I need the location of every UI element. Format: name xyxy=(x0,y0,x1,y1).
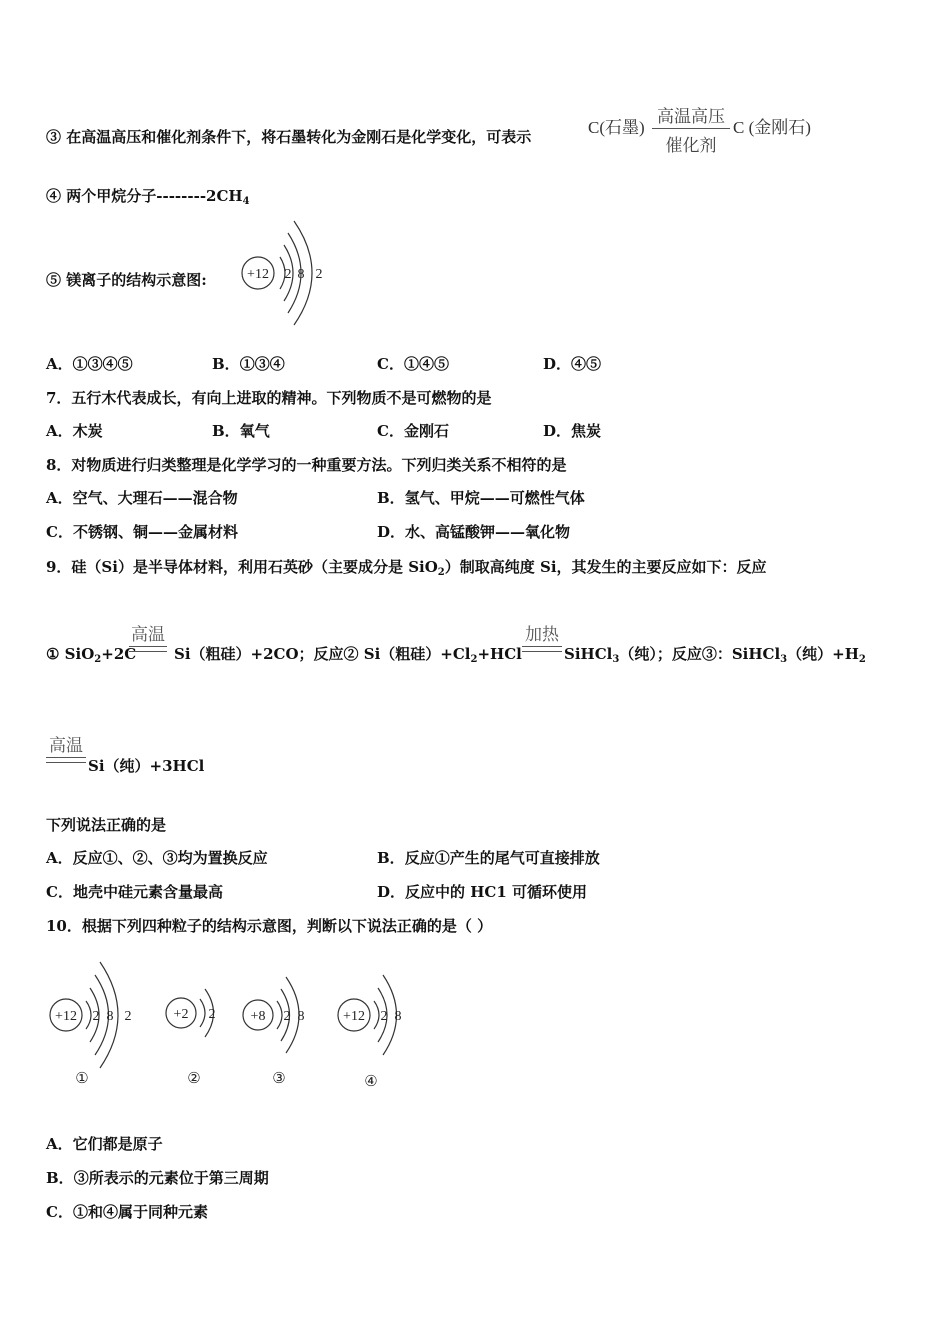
reaction-sub: 2 xyxy=(470,654,478,665)
reaction-sub: 2 xyxy=(858,654,866,665)
diagram-4-shell-1: 2 xyxy=(380,1009,388,1024)
q9-option-b[interactable] xyxy=(377,848,600,868)
option-text: 焦炭 xyxy=(571,422,602,440)
option-text: 它们都是原子 xyxy=(72,1135,163,1153)
q10-option-b[interactable] xyxy=(46,1168,269,1188)
diagram-4-nucleus: +12 xyxy=(343,1009,365,1024)
equals-lines xyxy=(46,757,86,763)
q7-option-d[interactable] xyxy=(543,421,601,441)
item-4-sub: 4 xyxy=(242,196,250,207)
option-key: B． xyxy=(212,355,240,373)
q6-option-d[interactable] xyxy=(543,354,601,374)
shell-1: 2 xyxy=(284,267,292,282)
reaction-2 xyxy=(564,644,866,664)
option-text: ③所表示的元素位于第三周期 xyxy=(73,1169,269,1187)
diagram-1-nucleus: +12 xyxy=(55,1009,77,1024)
q8-option-c[interactable] xyxy=(46,522,238,542)
reaction-part: ① SiO xyxy=(46,645,95,663)
option-text: 反应①产生的尾气可直接排放 xyxy=(404,849,600,867)
option-text: 水、高锰酸钾——氧化物 xyxy=(405,523,571,541)
diagram-4 xyxy=(338,975,402,1090)
diagram-1 xyxy=(50,962,132,1087)
option-text: 反应①、②、③均为置换反应 xyxy=(72,849,268,867)
diagram-3-shell-2: 8 xyxy=(297,1009,305,1024)
option-key: D． xyxy=(377,523,406,541)
option-text: 地壳中硅元素含量最高 xyxy=(72,883,223,901)
q9-option-d[interactable] xyxy=(377,882,587,902)
diagram-1-shell-1: 2 xyxy=(92,1009,100,1024)
condition-text: 加热 xyxy=(525,625,559,644)
option-text: ①③④⑤ xyxy=(72,355,133,373)
diagram-3 xyxy=(243,977,305,1087)
reaction-1-mid xyxy=(174,644,522,664)
item-3 xyxy=(46,127,531,147)
reaction-part: +HCl xyxy=(477,645,522,663)
q9-stem-sub: 2 xyxy=(437,567,445,578)
reaction-part: Si（粗硅）+2CO；反应② Si（粗硅）+Cl xyxy=(174,645,471,663)
option-text: ①④⑤ xyxy=(403,355,449,373)
q7-option-a[interactable] xyxy=(46,421,103,441)
q9-option-a[interactable] xyxy=(46,848,268,868)
option-key: D． xyxy=(543,422,572,440)
option-key: C． xyxy=(46,1203,73,1221)
option-key: C． xyxy=(46,883,73,901)
magnesium-ion-diagram xyxy=(236,215,336,330)
option-text: ①和④属于同种元素 xyxy=(72,1203,208,1221)
item-5-text: 镁离子的结构示意图: xyxy=(66,271,207,289)
option-text: 氢气、甲烷——可燃性气体 xyxy=(404,489,585,507)
option-text: 金刚石 xyxy=(403,422,449,440)
option-key: C． xyxy=(377,422,404,440)
reaction-1-left xyxy=(46,644,136,664)
item-3-text: 在高温高压和催化剂条件下，将石墨转化为金刚石是化学变化，可表示 xyxy=(66,128,532,146)
option-key: A． xyxy=(46,849,73,867)
reaction-sub: 2 xyxy=(94,654,102,665)
condition-top: 高温高压 xyxy=(652,102,730,129)
diagram-1-shell-2: 8 xyxy=(106,1009,114,1024)
q8-option-d[interactable] xyxy=(377,522,570,542)
q6-option-b[interactable] xyxy=(212,354,285,374)
q7-option-b[interactable] xyxy=(212,421,270,441)
reaction-sub: 3 xyxy=(612,654,620,665)
option-key: A． xyxy=(46,355,73,373)
condition-bottom: 催化剂 xyxy=(665,136,717,155)
q6-option-a[interactable] xyxy=(46,354,133,374)
reaction-part: SiHCl xyxy=(564,645,613,663)
option-key: D． xyxy=(377,883,406,901)
item-3-marker: ③ xyxy=(46,128,62,146)
option-text: 空气、大理石——混合物 xyxy=(72,489,238,507)
diagram-3-shell-1: 2 xyxy=(283,1009,291,1024)
option-text: 木炭 xyxy=(72,422,103,440)
q9-stem xyxy=(46,557,767,577)
reaction-part: （纯）；反应③：SiHCl xyxy=(619,645,781,663)
q7-stem: 7．五行木代表成长，有向上进取的精神。下列物质不是可燃物的是 xyxy=(46,389,492,407)
option-key: A． xyxy=(46,489,73,507)
q8-option-b[interactable] xyxy=(377,488,585,508)
q8-stem: 8．对物质进行归类整理是化学学习的一种重要方法。下列归类关系不相符的是 xyxy=(46,456,567,474)
reaction-sub: 3 xyxy=(780,654,788,665)
option-key: A． xyxy=(46,422,73,440)
q10-stem: 10．根据下列四种粒子的结构示意图，判断以下说法正确的是（ ） xyxy=(46,917,493,935)
diagram-1-label: ① xyxy=(75,1071,89,1087)
nucleus-charge: +12 xyxy=(247,267,269,282)
q8-option-a[interactable] xyxy=(46,488,238,508)
condition-high-temp-1 xyxy=(129,620,167,652)
option-key: B． xyxy=(377,849,405,867)
equals-lines xyxy=(522,646,562,652)
diagram-2-nucleus: +2 xyxy=(173,1007,189,1022)
option-key: B． xyxy=(212,422,240,440)
item-5-marker: ⑤ xyxy=(46,271,62,289)
option-text: 不锈钢、铜——金属材料 xyxy=(72,523,238,541)
condition-heat xyxy=(522,620,562,652)
q9-option-c[interactable] xyxy=(46,882,223,902)
condition-text: 高温 xyxy=(49,736,83,755)
equation-lhs: C(石墨) xyxy=(588,118,645,137)
condition-text: 高温 xyxy=(131,625,165,644)
q9-stem-part: ）制取高纯度 Si，其发生的主要反应如下：反应 xyxy=(444,558,767,576)
item-4-marker: ④ xyxy=(46,187,62,205)
diagram-4-label: ④ xyxy=(364,1074,378,1090)
diagram-2 xyxy=(166,989,216,1087)
diagram-2-shell-1: 2 xyxy=(208,1007,216,1022)
q6-option-c[interactable] xyxy=(377,354,449,374)
option-key: C． xyxy=(377,355,404,373)
q9-prompt: 下列说法正确的是 xyxy=(46,816,167,834)
option-text: ①③④ xyxy=(239,355,285,373)
diagram-3-nucleus: +8 xyxy=(250,1009,266,1024)
item-5 xyxy=(46,270,207,290)
condition-high-temp-3 xyxy=(46,731,86,763)
reaction-3: Si（纯）+3HCl xyxy=(88,757,205,775)
particle-diagrams xyxy=(40,955,420,1095)
shell-2: 8 xyxy=(297,267,305,282)
equation-rhs: C (金刚石) xyxy=(733,118,811,137)
item-4-text: 两个甲烷分子--------2CH xyxy=(66,187,243,205)
option-key: C． xyxy=(46,523,73,541)
diagram-1-shell-3: 2 xyxy=(124,1009,132,1024)
option-key: A． xyxy=(46,1135,73,1153)
q7-option-c[interactable] xyxy=(377,421,449,441)
option-key: B． xyxy=(377,489,405,507)
reaction-part: +2C xyxy=(101,645,137,663)
equals-lines xyxy=(129,646,167,652)
reaction-condition-fraction xyxy=(652,102,730,156)
item-4 xyxy=(46,186,250,206)
shell-3: 2 xyxy=(315,267,323,282)
diagram-2-label: ② xyxy=(187,1071,201,1087)
option-text: ④⑤ xyxy=(571,355,602,373)
option-key: B． xyxy=(46,1169,74,1187)
option-key: D． xyxy=(543,355,572,373)
option-text: 反应中的 HC1 可循环使用 xyxy=(405,883,588,901)
option-text: 氧气 xyxy=(239,422,270,440)
diagram-4-shell-2: 8 xyxy=(394,1009,402,1024)
q10-option-a[interactable] xyxy=(46,1134,163,1154)
q10-option-c[interactable] xyxy=(46,1202,208,1222)
q9-stem-part: 9．硅（Si）是半导体材料，利用石英砂（主要成分是 SiO xyxy=(46,558,438,576)
diagram-3-label: ③ xyxy=(272,1071,286,1087)
reaction-part: （纯）+H xyxy=(787,645,859,663)
